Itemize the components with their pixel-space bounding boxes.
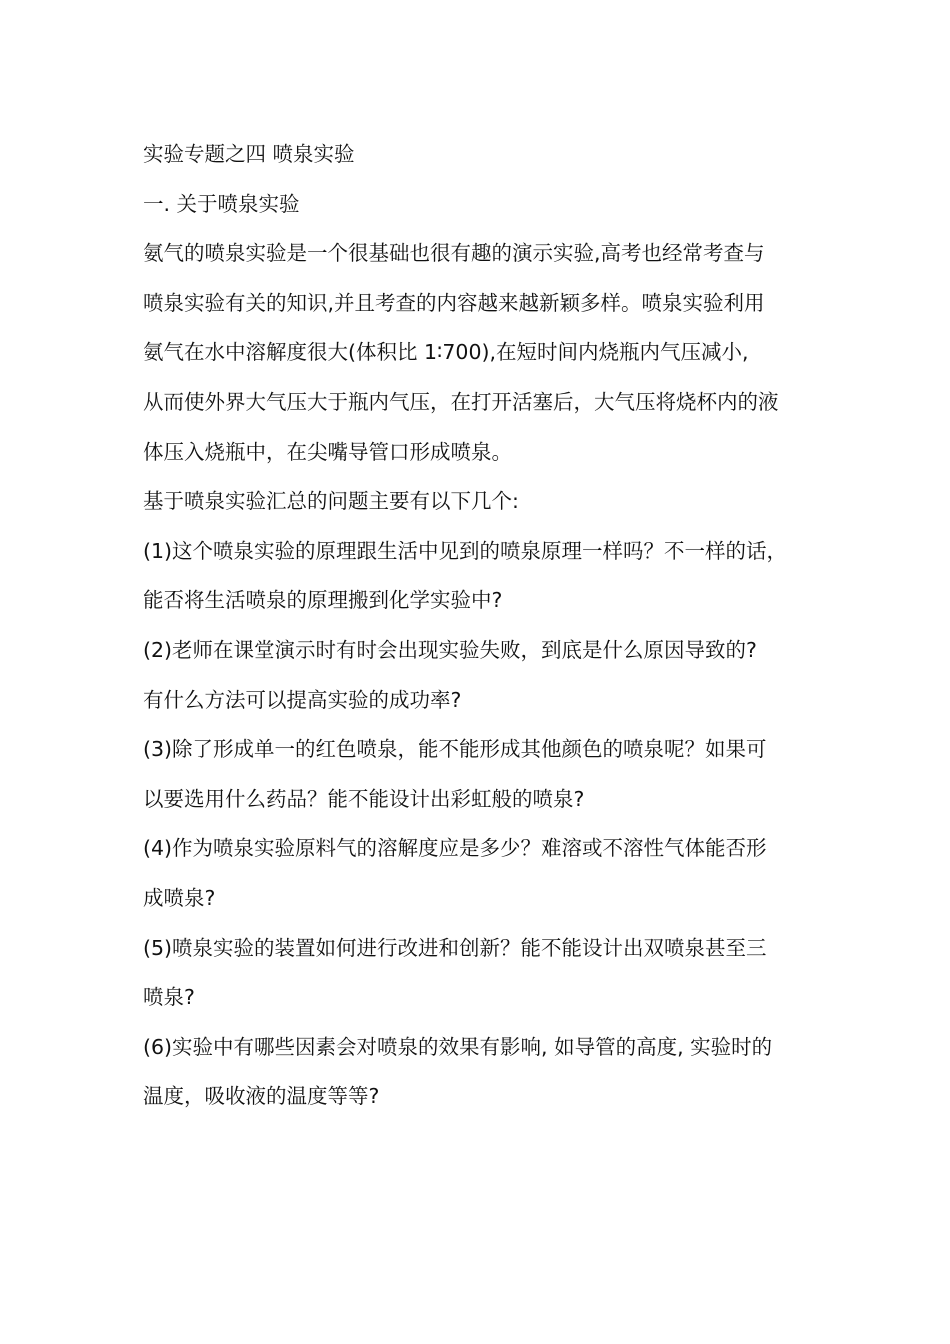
question-item	[143, 527, 823, 626]
questions-intro: 基于喷泉实验汇总的问题主要有以下几个:	[143, 489, 519, 514]
question-line: 能否将生活喷泉的原理搬到化学实验中?	[143, 588, 503, 613]
question-item	[143, 626, 823, 725]
question-line: (1)这个喷泉实验的原理跟生活中见到的喷泉原理一样吗？不一样的话，	[143, 538, 788, 563]
section-heading: 一. 关于喷泉实验	[143, 191, 300, 216]
intro-line: 氨气的喷泉实验是一个很基础也很有趣的演示实验,高考也经常考查与	[143, 241, 765, 266]
intro-line: 喷泉实验有关的知识,并且考查的内容越来越新颖多样。喷泉实验利用	[143, 290, 765, 315]
question-item	[143, 824, 823, 923]
question-line: (2)老师在课堂演示时有时会出现实验失败，到底是什么原因导致的?	[143, 637, 757, 662]
question-line: 成喷泉?	[143, 885, 216, 910]
document-body	[143, 130, 823, 1122]
question-item	[143, 924, 823, 1023]
intro-line: 氨气在水中溶解度很大(体积比 1∶700),在短时间内烧瓶内气压减小,	[143, 340, 749, 365]
question-line: 有什么方法可以提高实验的成功率?	[143, 687, 462, 712]
question-list	[143, 527, 823, 1122]
question-line: (4)作为喷泉实验原料气的溶解度应是多少？难溶或不溶性气体能否形	[143, 836, 767, 861]
question-line: (5)喷泉实验的装置如何进行改进和创新？能不能设计出双喷泉甚至三	[143, 935, 767, 960]
question-line: 喷泉?	[143, 985, 195, 1010]
document-title: 实验专题之四 喷泉实验	[143, 142, 355, 166]
question-line: 以要选用什么药品？能不能设计出彩虹般的喷泉?	[143, 786, 585, 811]
question-line: 温度，吸收液的温度等等?	[143, 1084, 380, 1109]
intro-line: 体压入烧瓶中，在尖嘴导管口形成喷泉。	[143, 439, 512, 464]
question-line: (6)实验中有哪些因素会对喷泉的效果有影响, 如导管的高度, 实验时的	[143, 1034, 773, 1059]
intro-paragraph	[143, 229, 823, 477]
question-item	[143, 725, 823, 824]
question-line: (3)除了形成单一的红色喷泉，能不能形成其他颜色的喷泉呢？如果可	[143, 737, 767, 762]
question-item	[143, 1023, 823, 1122]
intro-line: 从而使外界大气压大于瓶内气压，在打开活塞后，大气压将烧杯内的液	[143, 389, 779, 414]
